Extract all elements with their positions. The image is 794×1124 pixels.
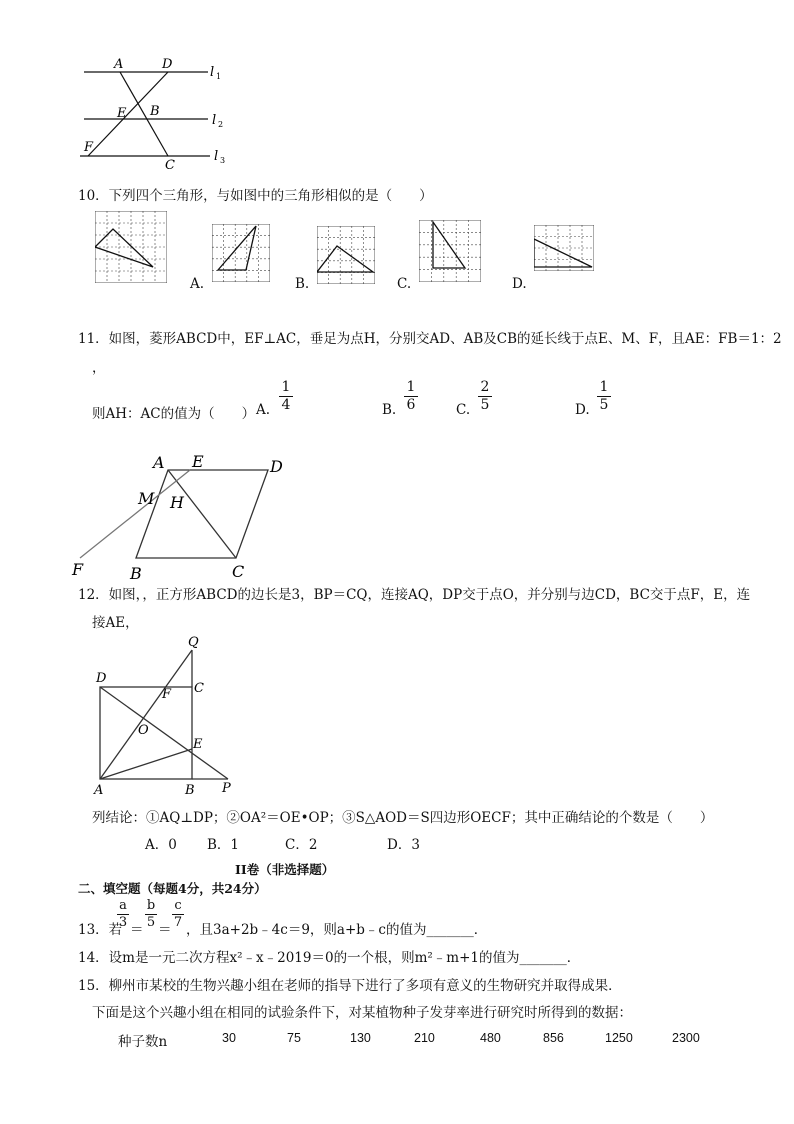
q13-fraction-b [145,899,157,929]
q11-line1: 11．如图，菱形ABCD中，EF⊥AC，垂足为点H，分别交AD、AB及CB的延长线于点E、M、F，且AE：FB＝1：2 [78,331,782,347]
q10-option-c[interactable]: C. [397,276,412,292]
q15-line1: 15．柳州市某校的生物兴趣小组在老师的指导下进行了多项有意义的生物研究并取得成果． [78,978,622,994]
label-B: B [150,104,160,119]
q10-option-b[interactable]: B. [295,276,310,292]
table-cell: 1250 [605,1031,633,1045]
q11-option-a-fraction [279,380,293,412]
q10-option-d-figure [534,225,594,271]
label-D: D [162,57,173,72]
fraction-den: 5 [599,397,609,413]
label-E: E [117,106,127,121]
q12-conclusion: 列结论：①AQ⊥DP；②OA²＝OE•OP；③S△AOD＝S四边形OECF；其中正确结论的个数是（ ） [92,810,714,826]
label-C: C [194,681,204,696]
fraction-den: 5 [480,397,490,413]
label-A: A [94,783,104,798]
label-P: P [222,781,231,796]
fill-blank-heading: 二、填空题（每题4分，共24分） [78,881,267,896]
label-D: D [96,671,107,686]
q11-line3: 则AH：AC的值为（ ） [92,406,256,422]
q10-option-d[interactable]: D. [512,276,527,292]
q12-option-c[interactable]: C．2 [285,837,318,853]
q15-line2: 下面是这个兴趣小组在相同的试验条件下，对某植物种子发芽率进行研究时所得到的数据： [92,1005,632,1021]
label-O: O [138,723,149,738]
q13-fraction-a [117,899,129,929]
q10-option-a-figure [212,224,270,282]
table-cell: 30 [222,1031,236,1045]
fraction-den: 3 [118,915,128,930]
fraction-den: 5 [146,915,156,930]
q10-option-b-figure [317,226,375,284]
q13-eq2: ＝ [158,922,172,938]
q12-option-a[interactable]: A．0 [145,837,177,853]
q12-option-b[interactable]: B．1 [207,837,240,853]
label-l2-sub: 2 [218,120,224,129]
label-E: E [192,452,204,471]
q13-fraction-c [172,899,184,929]
label-Q: Q [188,635,199,650]
label-l3: l [214,149,219,164]
rhombus-figure [60,448,300,583]
label-F: F [84,140,94,155]
q10-option-c-figure [419,220,481,282]
q11-option-c-fraction [478,380,492,412]
label-l1: l [210,65,215,80]
label-C: C [232,562,245,581]
table-cell: 2300 [672,1031,700,1045]
q13-eq1: ＝ [130,922,144,938]
q12-line2: 接AE， [92,615,139,631]
q14-text: 14．设m是一元二次方程x²﹣x﹣2019＝0的一个根，则m²﹣m+1的值为_______． [78,950,581,966]
table-cell: 210 [414,1031,435,1045]
label-C: C [165,158,175,173]
part-two-title: II卷（非选择题） [235,862,335,877]
label-D: D [270,457,283,476]
label-A: A [114,57,124,72]
fraction-den: 6 [406,397,416,413]
q11-option-d-label[interactable]: D. [575,402,590,418]
label-F: F [72,560,84,579]
fraction-den: 4 [281,397,291,413]
table-cell: 480 [480,1031,501,1045]
q10-reference-triangle [95,211,167,283]
label-H: H [170,493,184,512]
label-B: B [185,783,195,798]
label-M: M [138,489,155,508]
label-l3-sub: 3 [220,156,226,165]
q15-table-header: 种子数n [118,1034,168,1050]
fraction-den: 7 [173,915,183,930]
q11-option-d-fraction [597,380,611,412]
table-cell: 130 [350,1031,371,1045]
q11-option-b-label[interactable]: B. [382,402,397,418]
label-B: B [130,564,142,583]
q10-text: 10．下列四个三角形，与如图中的三角形相似的是（ ） [78,188,433,204]
square-figure [88,632,248,802]
table-cell: 856 [543,1031,564,1045]
label-l1-sub: 1 [216,72,222,81]
label-A: A [153,453,165,472]
parallel-lines-figure [70,55,240,175]
fraction-num: 1 [406,379,416,395]
q13-suffix: ，且3a+2b﹣4c＝9，则a+b﹣c的值为_______． [186,922,488,938]
fraction-num: b [146,898,156,913]
fraction-num: 1 [281,379,291,395]
q11-option-c-label[interactable]: C. [456,402,471,418]
q12-option-d[interactable]: D．3 [387,837,420,853]
fraction-num: c [174,898,182,913]
label-l2: l [212,113,217,128]
q11-option-b-fraction [404,380,418,412]
table-cell: 75 [287,1031,301,1045]
q10-option-a[interactable]: A. [190,276,205,292]
fraction-num: 1 [599,379,609,395]
q12-line1: 12．如图，，正方形ABCD的边长是3，BP＝CQ，连接AQ，DP交于点O，并分别与边CD，BC交于点F，E，连 [78,587,751,603]
q13-prefix: 13．若 [78,922,123,938]
fraction-num: a [119,898,127,913]
fraction-num: 2 [480,379,490,395]
q11-line2: ， [92,360,106,376]
q11-option-a-label[interactable]: A. [256,402,271,418]
label-E: E [193,737,203,752]
label-F: F [162,687,172,702]
